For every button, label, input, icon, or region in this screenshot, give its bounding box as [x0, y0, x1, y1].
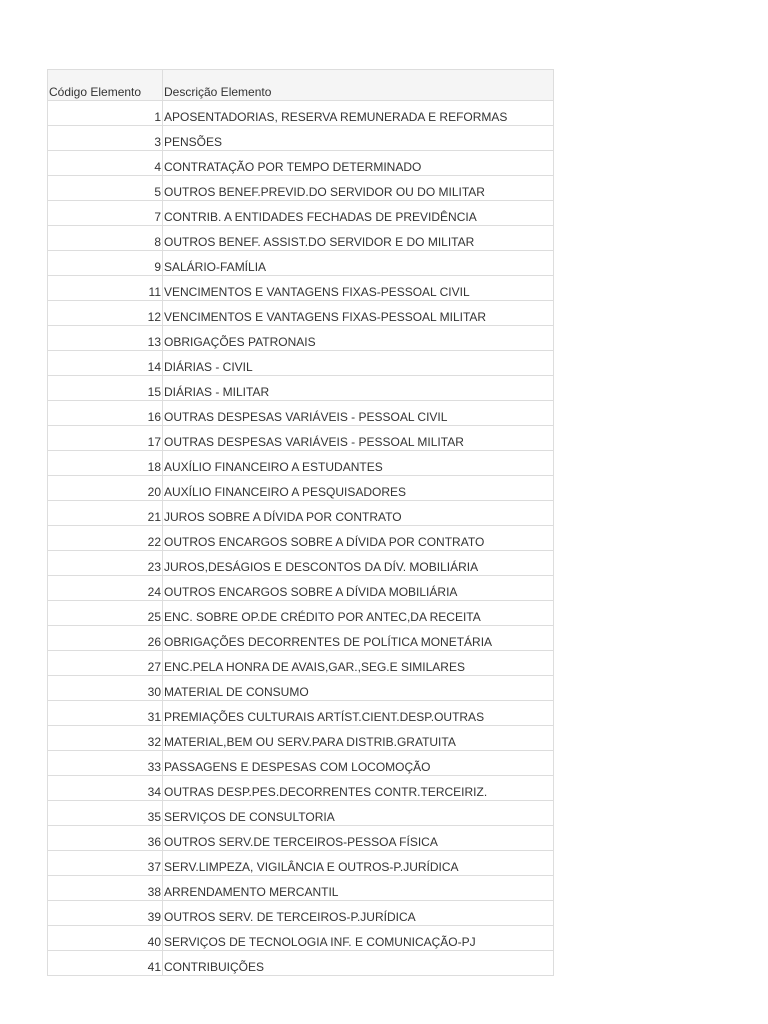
element-description-cell: JUROS SOBRE A DÍVIDA POR CONTRATO — [163, 501, 554, 526]
table-row — [48, 901, 554, 926]
elements-table — [47, 69, 554, 976]
element-description-cell: SERVIÇOS DE TECNOLOGIA INF. E COMUNICAÇÃO-PJ — [163, 926, 554, 951]
element-description-cell: OBRIGAÇÕES PATRONAIS — [163, 326, 554, 351]
element-code-cell: 31 — [48, 701, 163, 726]
table-row — [48, 426, 554, 451]
element-description-cell: DIÁRIAS - CIVIL — [163, 351, 554, 376]
element-code-cell: 26 — [48, 626, 163, 651]
table-row — [48, 401, 554, 426]
column-header-description: Descrição Elemento — [163, 70, 554, 101]
element-code-cell: 4 — [48, 151, 163, 176]
table-row — [48, 926, 554, 951]
element-code-cell: 8 — [48, 226, 163, 251]
element-code-cell: 7 — [48, 201, 163, 226]
element-description-cell: MATERIAL,BEM OU SERV.PARA DISTRIB.GRATUITA — [163, 726, 554, 751]
element-description-cell: OUTROS SERV. DE TERCEIROS-P.JURÍDICA — [163, 901, 554, 926]
element-code-cell: 9 — [48, 251, 163, 276]
element-code-cell: 37 — [48, 851, 163, 876]
column-header-code: Código Elemento — [48, 70, 163, 101]
element-description-cell: JUROS,DESÁGIOS E DESCONTOS DA DÍV. MOBILIÁRIA — [163, 551, 554, 576]
element-description-cell: OUTROS SERV.DE TERCEIROS-PESSOA FÍSICA — [163, 826, 554, 851]
element-description-cell: AUXÍLIO FINANCEIRO A ESTUDANTES — [163, 451, 554, 476]
element-code-cell: 20 — [48, 476, 163, 501]
table-row — [48, 601, 554, 626]
element-description-cell: OUTROS ENCARGOS SOBRE A DÍVIDA POR CONTRATO — [163, 526, 554, 551]
table-row — [48, 626, 554, 651]
element-code-cell: 41 — [48, 951, 163, 976]
element-code-cell: 17 — [48, 426, 163, 451]
element-description-cell: SALÁRIO-FAMÍLIA — [163, 251, 554, 276]
element-code-cell: 32 — [48, 726, 163, 751]
element-code-cell: 13 — [48, 326, 163, 351]
element-description-cell: APOSENTADORIAS, RESERVA REMUNERADA E REFORMAS — [163, 101, 554, 126]
element-description-cell: ARRENDAMENTO MERCANTIL — [163, 876, 554, 901]
table-row — [48, 501, 554, 526]
element-code-cell: 38 — [48, 876, 163, 901]
element-description-cell: OUTROS BENEF. ASSIST.DO SERVIDOR E DO MILITAR — [163, 226, 554, 251]
element-code-cell: 33 — [48, 751, 163, 776]
table-row — [48, 576, 554, 601]
element-description-cell: OUTRAS DESP.PES.DECORRENTES CONTR.TERCEIRIZ. — [163, 776, 554, 801]
element-description-cell: ENC.PELA HONRA DE AVAIS,GAR.,SEG.E SIMILARES — [163, 651, 554, 676]
element-description-cell: CONTRIB. A ENTIDADES FECHADAS DE PREVIDÊNCIA — [163, 201, 554, 226]
table-row — [48, 651, 554, 676]
element-code-cell: 21 — [48, 501, 163, 526]
element-code-cell: 39 — [48, 901, 163, 926]
element-description-cell: OBRIGAÇÕES DECORRENTES DE POLÍTICA MONETÁRIA — [163, 626, 554, 651]
table-row — [48, 201, 554, 226]
element-code-cell: 24 — [48, 576, 163, 601]
element-code-cell: 15 — [48, 376, 163, 401]
element-code-cell: 40 — [48, 926, 163, 951]
element-description-cell: OUTRAS DESPESAS VARIÁVEIS - PESSOAL CIVIL — [163, 401, 554, 426]
element-code-cell: 27 — [48, 651, 163, 676]
table-row — [48, 226, 554, 251]
element-description-cell: OUTROS ENCARGOS SOBRE A DÍVIDA MOBILIÁRIA — [163, 576, 554, 601]
table-row — [48, 176, 554, 201]
table-row — [48, 726, 554, 751]
table-body — [48, 101, 554, 976]
table-row — [48, 851, 554, 876]
table-row — [48, 276, 554, 301]
element-code-cell: 34 — [48, 776, 163, 801]
element-code-cell: 12 — [48, 301, 163, 326]
element-code-cell: 1 — [48, 101, 163, 126]
element-description-cell: SERV.LIMPEZA, VIGILÂNCIA E OUTROS-P.JURÍDICA — [163, 851, 554, 876]
table-row — [48, 676, 554, 701]
element-description-cell: CONTRATAÇÃO POR TEMPO DETERMINADO — [163, 151, 554, 176]
element-description-cell: OUTROS BENEF.PREVID.DO SERVIDOR OU DO MILITAR — [163, 176, 554, 201]
table-row — [48, 351, 554, 376]
element-code-cell: 22 — [48, 526, 163, 551]
element-code-cell: 14 — [48, 351, 163, 376]
element-description-cell: PREMIAÇÕES CULTURAIS ARTÍST.CIENT.DESP.OUTRAS — [163, 701, 554, 726]
table-row — [48, 126, 554, 151]
element-description-cell: SERVIÇOS DE CONSULTORIA — [163, 801, 554, 826]
element-code-cell: 3 — [48, 126, 163, 151]
table-row — [48, 301, 554, 326]
table-row — [48, 151, 554, 176]
table-header — [48, 70, 554, 101]
element-description-cell: MATERIAL DE CONSUMO — [163, 676, 554, 701]
table-row — [48, 476, 554, 501]
element-code-cell: 23 — [48, 551, 163, 576]
table-row — [48, 751, 554, 776]
element-code-cell: 30 — [48, 676, 163, 701]
table-row — [48, 526, 554, 551]
element-description-cell: PASSAGENS E DESPESAS COM LOCOMOÇÃO — [163, 751, 554, 776]
table-row — [48, 701, 554, 726]
element-code-cell: 35 — [48, 801, 163, 826]
element-description-cell: DIÁRIAS - MILITAR — [163, 376, 554, 401]
element-description-cell: PENSÕES — [163, 126, 554, 151]
element-description-cell: OUTRAS DESPESAS VARIÁVEIS - PESSOAL MILITAR — [163, 426, 554, 451]
table-row — [48, 101, 554, 126]
table-row — [48, 801, 554, 826]
element-code-cell: 5 — [48, 176, 163, 201]
element-description-cell: AUXÍLIO FINANCEIRO A PESQUISADORES — [163, 476, 554, 501]
table-row — [48, 451, 554, 476]
element-code-cell: 16 — [48, 401, 163, 426]
element-code-cell: 18 — [48, 451, 163, 476]
table-row — [48, 876, 554, 901]
element-code-cell: 11 — [48, 276, 163, 301]
table-row — [48, 551, 554, 576]
element-description-cell: ENC. SOBRE OP.DE CRÉDITO POR ANTEC,DA RECEITA — [163, 601, 554, 626]
table-row — [48, 776, 554, 801]
table-row — [48, 376, 554, 401]
element-description-cell: CONTRIBUIÇÕES — [163, 951, 554, 976]
element-code-cell: 25 — [48, 601, 163, 626]
table-row — [48, 951, 554, 976]
element-description-cell: VENCIMENTOS E VANTAGENS FIXAS-PESSOAL CIVIL — [163, 276, 554, 301]
table-row — [48, 826, 554, 851]
table-row — [48, 326, 554, 351]
header-row — [48, 70, 554, 101]
table-row — [48, 251, 554, 276]
element-description-cell: VENCIMENTOS E VANTAGENS FIXAS-PESSOAL MILITAR — [163, 301, 554, 326]
element-code-cell: 36 — [48, 826, 163, 851]
